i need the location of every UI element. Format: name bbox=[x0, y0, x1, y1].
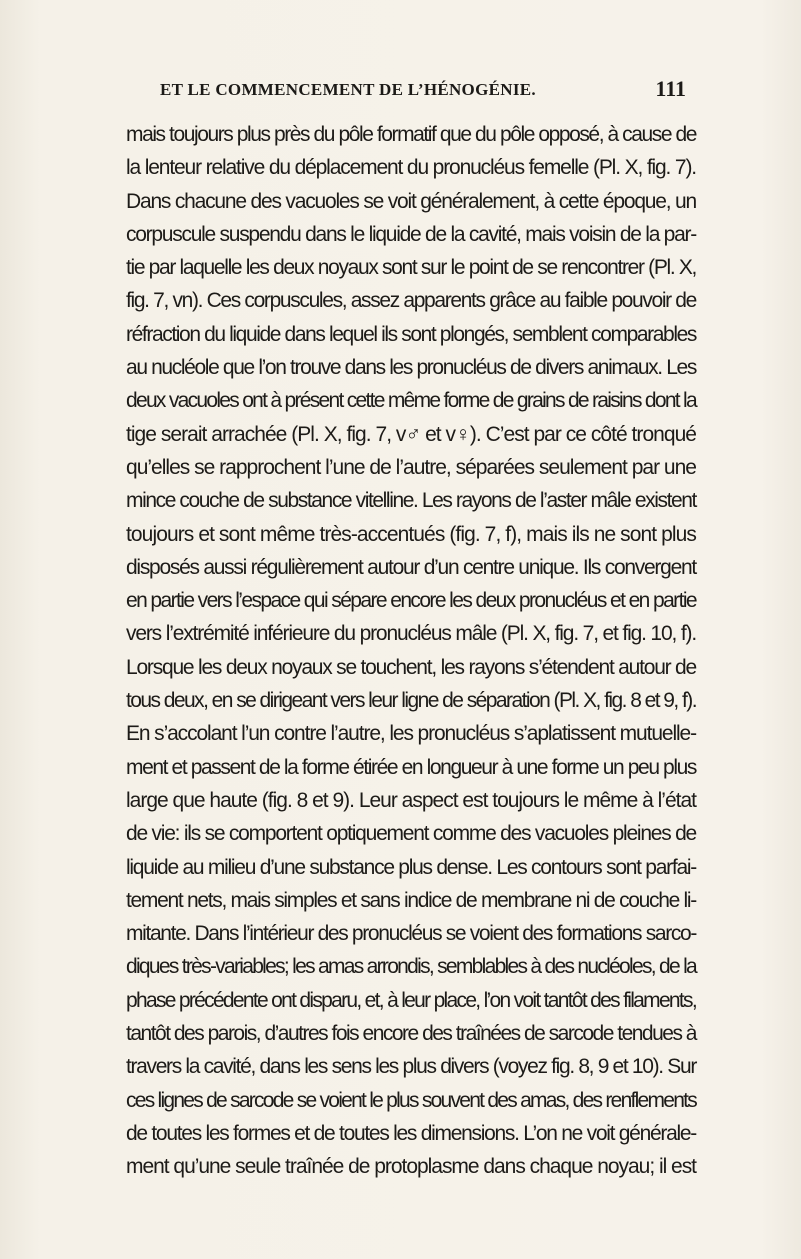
body-text bbox=[126, 118, 696, 1184]
text-line: fig. 7, vn). Ces corpuscules, assez apparents grâce au faible pouvoir de bbox=[126, 289, 696, 313]
text-line: qu’elles se rapprochent l’une de l’autre, séparées seulement par une bbox=[126, 455, 696, 479]
text-line: la lenteur relative du déplacement du pronucléus femelle (Pl. X, fig. 7). bbox=[126, 156, 696, 180]
text-line: tige serait arrachée (Pl. X, fig. 7, v♂ et v♀). C’est par ce côté tronqué bbox=[126, 422, 696, 446]
page-header bbox=[160, 76, 686, 110]
text-line: diques très-variables; les amas arrondis, semblables à des nucléoles, de la bbox=[126, 955, 696, 979]
page-number: 111 bbox=[655, 76, 686, 101]
text-line: phase précédente ont disparu, et, à leur place, l’on voit tantôt des filaments, bbox=[126, 988, 696, 1012]
text-line: tement nets, mais simples et sans indice de membrane ni de couche li- bbox=[126, 888, 696, 912]
text-line: de toutes les formes et de toutes les dimensions. L’on ne voit générale- bbox=[126, 1121, 696, 1145]
running-title: ET LE COMMENCEMENT DE L’HÉNOGÉNIE. bbox=[160, 80, 536, 99]
text-line: ment et passent de la forme étirée en longueur à une forme un peu plus bbox=[126, 755, 696, 779]
text-line: deux vacuoles ont à présent cette même forme de grains de raisins dont la bbox=[126, 389, 696, 413]
text-line: mince couche de substance vitelline. Les rayons de l’aster mâle existent bbox=[126, 489, 696, 513]
text-line: tie par laquelle les deux noyaux sont sur le point de se rencontrer (Pl. X, bbox=[126, 256, 696, 280]
text-line: réfraction du liquide dans lequel ils sont plongés, semblent comparables bbox=[126, 322, 696, 346]
text-line: tantôt des parois, d’autres fois encore des traînées de sarcode tendues à bbox=[126, 1022, 696, 1046]
text-line: de vie: ils se comportent optiquement comme des vacuoles pleines de bbox=[126, 822, 696, 846]
text-line: mais toujours plus près du pôle formatif que du pôle opposé, à cause de bbox=[126, 123, 696, 146]
text-line: Dans chacune des vacuoles se voit généralement, à cette époque, un bbox=[126, 189, 696, 213]
text-line: au nucléole que l’on trouve dans les pronucléus de divers animaux. Les bbox=[126, 356, 696, 380]
text-line: vers l’extrémité inférieure du pronucléus mâle (Pl. X, fig. 7, et fig. 10, f). bbox=[126, 622, 696, 646]
text-line: travers la cavité, dans les sens les plus divers (voyez fig. 8, 9 et 10). Sur bbox=[126, 1055, 696, 1079]
text-line: en partie vers l’espace qui sépare encore les deux pronucléus et en partie bbox=[126, 589, 696, 613]
text-line: toujours et sont même très-accentués (fig. 7, f), mais ils ne sont plus bbox=[126, 522, 696, 546]
text-line: corpuscule suspendu dans le liquide de la cavité, mais voisin de la par- bbox=[126, 222, 696, 246]
text-line: ces lignes de sarcode se voient le plus souvent des amas, des renflements bbox=[126, 1088, 696, 1112]
text-line: large que haute (fig. 8 et 9). Leur aspect est toujours le même à l’état bbox=[126, 788, 696, 812]
text-line: ment qu’une seule traînée de protoplasme dans chaque noyau; il est bbox=[126, 1155, 696, 1179]
text-line: Lorsque les deux noyaux se touchent, les rayons s’étendent autour de bbox=[126, 655, 696, 679]
text-line: liquide au milieu d’une substance plus dense. Les contours sont parfai- bbox=[126, 855, 696, 879]
text-line: mitante. Dans l’intérieur des pronucléus se voient des formations sarco- bbox=[126, 922, 696, 946]
text-line: En s’accolant l’un contre l’autre, les pronucléus s’aplatissent mutuelle- bbox=[126, 722, 696, 746]
text-line: disposés aussi régulièrement autour d’un centre unique. Ils convergent bbox=[126, 555, 696, 579]
text-line: tous deux, en se dirigeant vers leur ligne de séparation (Pl. X, fig. 8 et 9, f). bbox=[126, 689, 696, 713]
